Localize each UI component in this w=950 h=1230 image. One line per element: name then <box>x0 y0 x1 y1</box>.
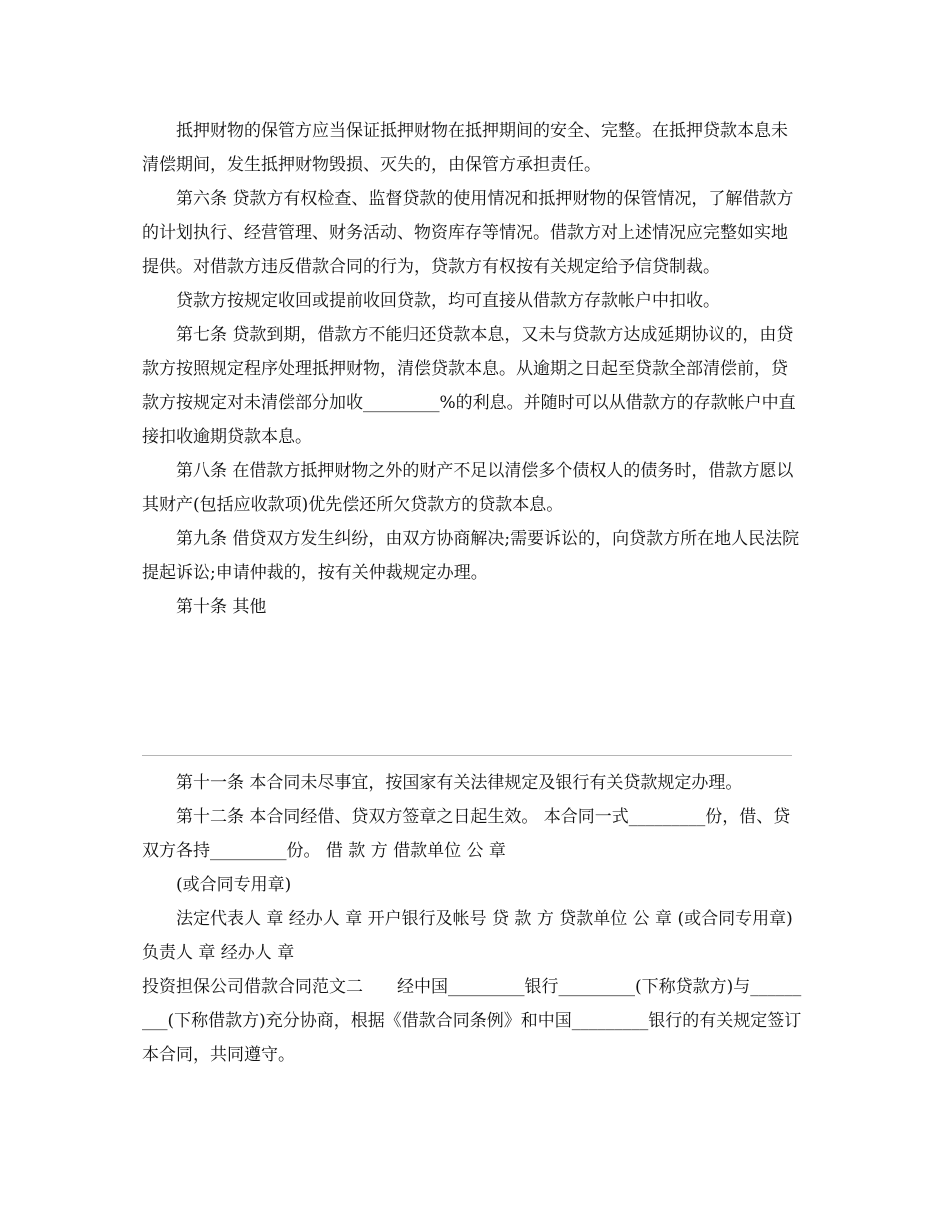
paragraph-article-11: 第十一条 本合同未尽事宜，按国家有关法律规定及银行有关贷款规定办理。 <box>176 773 743 793</box>
paragraph-article-6: 第六条 贷款方有权检查、监督贷款的使用情况和抵押财物的保管情况，了解借款方的计划执行、经营管理、财务活动、物资库存等情况。借款方对上述情况应完整如实地提供。对借款方违反借款合同的行为，贷款方有权按有关规定给予信贷制裁。 <box>142 189 794 277</box>
paragraph-article-10: 第十条 其他 <box>176 597 267 617</box>
paragraph-seal-note: (或合同专用章) <box>176 875 292 895</box>
paragraph-article-12: 第十二条 本合同经借、贷双方签章之日起生效。 本合同一式_________份，借、贷双方各持_________份。 借 款 方 借款单位 公 章 <box>142 807 791 861</box>
paragraph-article-7: 第七条 贷款到期，借款方不能归还贷款本息，又未与贷款方达成延期协议的，由贷款方按照规定程序处理抵押财物，清偿贷款本息。从逾期之日起至贷款全部清偿前，贷款方按规定对未清偿部分加收_________%的利息。并随时可以从借款方的存款帐户中直接扣收逾期贷款本息。 <box>142 325 796 447</box>
paragraph-signatures: 法定代表人 章 经办人 章 开户银行及帐号 贷 款 方 贷款单位 公 章 (或合同专用章) 负责人 章 经办人 章 <box>142 909 793 963</box>
contract-text-lower <box>142 766 802 1072</box>
paragraph-loan-recovery: 贷款方按规定收回或提前收回贷款，均可直接从借款方存款帐户中扣收。 <box>176 291 720 311</box>
paragraph-article-8: 第八条 在借款方抵押财物之外的财产不足以清偿多个债权人的债务时，借款方愿以其财产(包括应收款项)优先偿还所欠贷款方的贷款本息。 <box>142 461 794 515</box>
contract-text-upper <box>142 114 802 624</box>
section-divider <box>142 755 792 756</box>
paragraph-mortgage-custody: 抵押财物的保管方应当保证抵押财物在抵押期间的安全、完整。在抵押贷款本息未清偿期间，发生抵押财物毁损、灭失的，由保管方承担责任。 <box>142 121 788 175</box>
paragraph-article-9: 第九条 借贷双方发生纠纷，由双方协商解决;需要诉讼的，向贷款方所在地人民法院提起诉讼;申请仲裁的，按有关仲裁规定办理。 <box>142 529 800 583</box>
paragraph-sample-two-intro: 投资担保公司借款合同范文二 经中国_________银行_________(下称贷款方)与_________(下称借款方)充分协商，根据《借款合同条例》和中国_________银行的有关规定签订本合同，共同遵守。 <box>142 977 802 1065</box>
